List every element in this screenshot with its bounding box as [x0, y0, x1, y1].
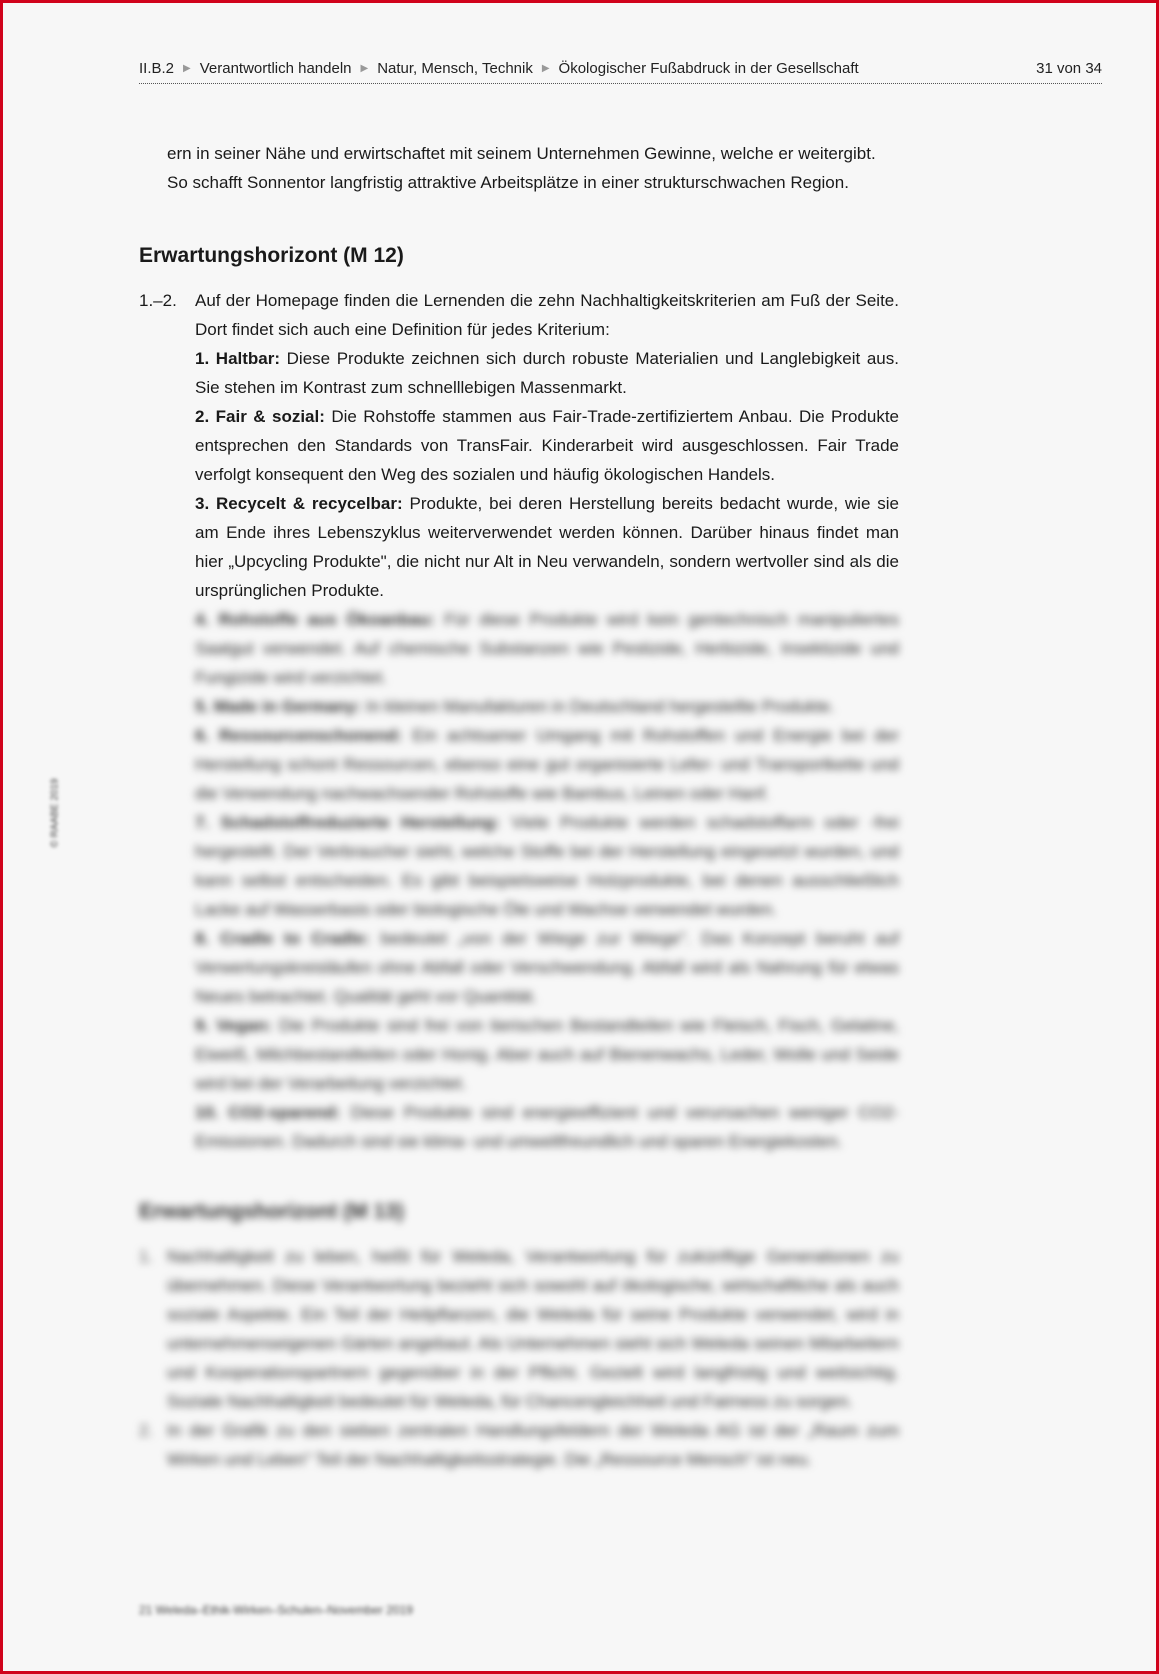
intro-line: ern in seiner Nähe und erwirtschaftet mit seinem Unternehmen Gewinne, welche er weitergibt.	[167, 144, 876, 163]
criterion-label: 9. Vegan:	[195, 1016, 273, 1035]
list-item-body	[195, 286, 899, 1156]
list-item-number: 2.	[139, 1421, 154, 1440]
criterion-text: Für diese Produkte wird kein gentechnisch manipuliertes Saatgut verwendet. Auf chemische Substanzen wie Pestizide, Herbizide, Insektizide und Fungizide wird verzichtet.	[195, 610, 900, 687]
list-item-number: 1.	[139, 1247, 154, 1266]
criterion-text: Ein achtsamer Umgang mit Rohstoffen und Energie bei der Herstellung schont Ressourcen, ebenso eine gut organisierte Lefer- und Transportkette und die Verwendung nachwachsender Rohstoffe wie Bambus, Leinen oder Hanf.	[195, 726, 899, 803]
list-item	[139, 1416, 899, 1474]
criterion-8	[195, 924, 899, 1011]
criterion-10	[195, 1098, 899, 1156]
breadcrumb-item-4: Ökologischer Fußabdruck in der Gesellschaft	[558, 59, 859, 77]
page-header	[139, 53, 1102, 84]
section-title-m13: Erwartungshorizont (M 13)	[139, 1200, 404, 1223]
criterion-2	[195, 402, 899, 489]
list-item-body: In der Grafik zu den sieben zentralen Handlungsfeldern der Weleda AG ist der „Raum zum Wirken und Leben" Teil der Nachhaltigkeitsstrategie. Die „Ressource Mensch" ist neu.	[167, 1421, 899, 1469]
criterion-label: 1. Haltbar:	[195, 349, 281, 368]
criterion-7	[195, 808, 899, 924]
answer-list-m13	[139, 1242, 899, 1474]
answer-list-m12	[139, 286, 899, 1156]
criterion-label: 4. Rohstoffe aus Ökoanbau:	[195, 610, 435, 629]
side-copyright: © RAABE 2019	[49, 778, 61, 848]
criterion-9	[195, 1011, 899, 1098]
criterion-4	[195, 605, 899, 692]
breadcrumb-item-3: Natur, Mensch, Technik	[377, 59, 533, 77]
intro-line: So schafft Sonnentor langfristig attraktive Arbeitsplätze in einer strukturschwachen Region.	[167, 173, 849, 192]
intro-paragraph	[167, 139, 899, 197]
criterion-text: Produkte, bei deren Herstellung bereits bedacht wurde, wie sie am Ende ihres Lebenszyklus weiterverwendet werden können. Darüber hinaus findet man hier „Upcycling Produkte", die nicht nur Alt in Neu verwandeln, sondern wertvoller sind als die ursprünglichen Produkte.	[195, 494, 899, 600]
criterion-text: Diese Produkte zeichnen sich durch robuste Materialien und Langlebigkeit aus. Sie stehen im Kontrast zum schnelllebigen Massenmarkt.	[195, 349, 899, 397]
section-m13	[139, 1198, 899, 1474]
criterion-5	[195, 692, 899, 721]
section-title-m12: Erwartungshorizont (M 12)	[139, 244, 404, 267]
criterion-label: 3. Recycelt & recycelbar:	[195, 494, 403, 513]
criterion-text: bedeutet „von der Wiege zur Wiege". Das Konzept beruht auf Verwertungskreisläufen ohne Abfall oder Verschwendung. Abfall wird als Nahrung für etwas Neues betrachtet. Qualität geht vor Quantität.	[195, 929, 900, 1006]
criterion-6	[195, 721, 899, 808]
list-item-body: Nachhaltigkeit zu leben, heißt für Weleda, Verantwortung für zukünftige Generationen zu übernehmen. Diese Verantwortung bezieht sich sowohl auf ökologische, wirtschaftliche als auch soziale Aspekte. Ein Teil der Heilpflanzen, die Weleda für seine Produkte verwendet, wird in unternehmenseigenen Gärten angebaut. Als Unternehmen sieht sich Weleda seinen Mitarbeitern und Kooperationspartnern gegenüber in der Pflicht. Gezielt wird langfristig und weitsichtig. Soziale Nachhaltigkeit bedeutet für Weleda, für Chancengleichheit und Fairness zu sorgen.	[167, 1247, 899, 1411]
page-content	[139, 139, 899, 1474]
page-footer: 21 Weleda–Ethik-Wirken–Schulen–November 2019	[139, 1603, 413, 1617]
breadcrumb-item-1: II.B.2	[139, 59, 175, 77]
criterion-label: 2. Fair & sozial:	[195, 407, 325, 426]
criterion-label: 6. Ressourcenschonend:	[195, 726, 403, 745]
criterion-text: Viele Produkte werden schadstoffarm oder -frei hergestellt. Der Verbraucher sieht, welche Stoffe bei der Herstellung eingesetzt wurden, und kann selbst entscheiden. Es gibt beispielsweise Holzprodukte, bei denen ausschließlich Lacke auf Wasserbasis oder biologische Öle und Wachse verwendet wurden.	[195, 813, 900, 919]
criterion-text: In kleinen Manufakturen in Deutschland hergestellte Produkte.	[361, 697, 835, 716]
blurred-criteria	[195, 605, 899, 1156]
criterion-text: Die Produkte sind frei von tierischen Bestandteilen wie Fleisch, Fisch, Gelatine, Eiweiß, Milchbestandteilen oder Honig. Aber auch auf Bienenwachs, Leder, Wolle und Seide wird bei der Verarbeitung verzichtet.	[195, 1016, 900, 1093]
list-item	[139, 286, 899, 1156]
list-item	[139, 1242, 899, 1416]
breadcrumb-separator-icon: ▶	[541, 62, 550, 74]
breadcrumb-separator-icon: ▶	[360, 62, 369, 74]
criterion-text: Die Rohstoffe stammen aus Fair-Trade-zertifiziertem Anbau. Die Produkte entsprechen den Standards von TransFair. Kinderarbeit wird ausgeschlossen. Fair Trade verfolgt konsequent den Weg des sozialen und häufig ökologischen Handels.	[195, 407, 899, 484]
list-item-intro: Auf der Homepage finden die Lernenden die zehn Nachhaltigkeitskriterien am Fuß der Seite. Dort findet sich auch eine Definition für jedes Kriterium:	[195, 291, 899, 339]
page-number: 31 von 34	[1036, 59, 1102, 77]
list-item-number: 1.–2.	[139, 291, 177, 310]
breadcrumb-item-2: Verantwortlich handeln	[199, 59, 352, 77]
criterion-text: Diese Produkte sind energieeffizient und verursachen weniger CO2-Emissionen. Dadurch sind sie klima- und umweltfreundlich und sparen Energiekosten.	[195, 1103, 899, 1151]
criterion-label: 8. Cradle to Cradle:	[195, 929, 370, 948]
criterion-1	[195, 344, 899, 402]
criterion-3	[195, 489, 899, 605]
criterion-label: 5. Made in Germany:	[195, 697, 362, 716]
criterion-label: 10. CO2-sparend:	[195, 1103, 341, 1122]
criterion-label: 7. Schadstoffreduzierte Herstellung:	[195, 813, 501, 832]
breadcrumb-separator-icon: ▶	[183, 62, 191, 74]
